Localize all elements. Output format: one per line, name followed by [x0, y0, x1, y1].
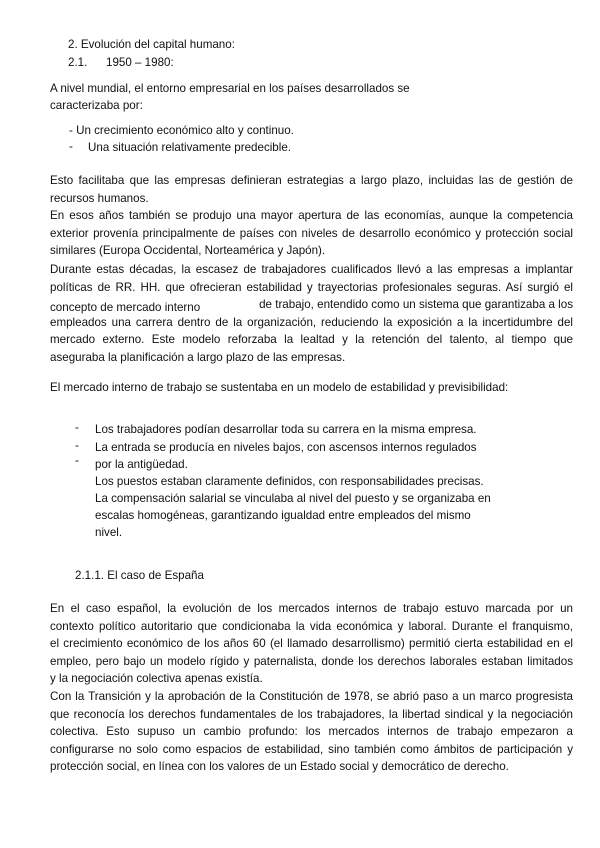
intro-list-item: - Un crecimiento económico alto y continuo. — [69, 124, 294, 137]
feature-item-cont: por la antigüedad. — [95, 458, 188, 471]
paragraph-2 — [50, 207, 573, 260]
feature-item-cont: nivel. — [95, 526, 123, 539]
paragraph-line: mercado externo. Este modelo reforzaba la lealtad y la retención del talento, al tiempo que — [50, 333, 573, 347]
paragraph-line: y la negociación colectiva apenas existía. — [50, 672, 263, 686]
paragraph-fragment: concepto de mercado interno — [50, 301, 201, 315]
intro-line: A nivel mundial, el entorno empresarial en los países desarrollados se — [50, 82, 410, 95]
list-dash: - — [69, 140, 73, 153]
paragraph-line: contexto político autoritario que condicionaba la vida económica y laboral. Durante el franquismo, — [50, 619, 573, 633]
paragraph-6 — [50, 688, 573, 776]
paragraph-line: configurarse no solo como espacios de estabilidad, sino también como ámbitos de participación y — [50, 742, 573, 756]
paragraph-line: Esto facilitaba que las empresas definieran estrategias a largo plazo, incluidas las de gestión de — [50, 174, 573, 187]
paragraph-line: empleo, pero bajo un modelo rígido y paternalista, donde los derechos laborales estaban limitados — [50, 654, 573, 668]
list-dash: - — [75, 454, 79, 467]
paragraph-line: políticas de RR. HH. que ofrecieran estabilidad y trayectorias profesionales seguras. Así surgió el — [50, 280, 573, 294]
list-dash: - — [75, 421, 79, 434]
spain-heading: 2.1.1. El caso de España — [75, 569, 204, 582]
feature-item-cont: escalas homogéneas, garantizando igualdad entre empleados del mismo — [95, 509, 471, 522]
paragraph-line: Con la Transición y la aprobación de la Constitución de 1978, se abrió paso a un marco progresista — [50, 690, 573, 703]
subsection-number: 2.1. — [68, 56, 88, 69]
paragraph-line: En el caso español, la evolución de los mercados internos de trabajo estuvo marcada por un — [50, 602, 573, 615]
section-heading: 2. Evolución del capital humano: — [68, 38, 235, 51]
paragraph-line: En esos años también se produjo una mayor apertura de las economías, aunque la competencia — [50, 209, 573, 222]
feature-item: La compensación salarial se vinculaba al nivel del puesto y se organizaba en — [95, 492, 491, 505]
paragraph-line: recursos humanos. — [50, 191, 149, 205]
intro-line: caracterizaba por: — [50, 99, 143, 112]
paragraph-3 — [50, 261, 573, 367]
paragraph-line: aseguraba la planificación a largo plazo de las empresas. — [50, 350, 346, 364]
paragraph-line: colectiva. Esto supuso un cambio profundo: los mercados internos de trabajo empezaron a — [50, 725, 573, 739]
paragraph-line: protección social, en línea con los valores de un Estado social y democrático de derecho. — [50, 760, 509, 774]
paragraph-line: el crecimiento económico de los años 60 (el llamado desarrollismo) permitió cierta estabilidad en el — [50, 637, 573, 651]
paragraph-line: similares (Europa Occidental, Norteamérica y Japón). — [50, 244, 326, 258]
subsection-period: 1950 – 1980: — [106, 56, 174, 69]
paragraph-4: El mercado interno de trabajo se sustentaba en un modelo de estabilidad y previsibilidad: — [50, 381, 509, 394]
list-dash: - — [75, 439, 79, 452]
paragraph-line: exterior provenía principalmente de países con niveles de desarrollo económico y protección social — [50, 226, 573, 240]
intro-list-item: Una situación relativamente predecible. — [88, 141, 292, 154]
paragraph-1 — [50, 172, 573, 207]
feature-item: Los puestos estaban claramente definidos, con responsabilidades precisas. — [95, 475, 484, 488]
paragraph-line-split — [50, 296, 573, 314]
paragraph-line: empleados una carrera dentro de la organización, reduciendo la exposición a la incertidumbre del — [50, 315, 573, 329]
feature-item: La entrada se producía en niveles bajos, con ascensos internos regulados — [95, 441, 477, 454]
feature-item: Los trabajadores podían desarrollar toda su carrera en la misma empresa. — [95, 423, 477, 436]
paragraph-fragment: de trabajo, entendido como un sistema que garantizaba a los — [259, 298, 573, 312]
paragraph-line: que reconocía los derechos fundamentales de los trabajadores, la libertad sindical y la negociación — [50, 707, 573, 721]
paragraph-5 — [50, 600, 573, 688]
paragraph-line: Durante estas décadas, la escasez de trabajadores cualificados llevó a las empresas a implantar — [50, 263, 573, 276]
